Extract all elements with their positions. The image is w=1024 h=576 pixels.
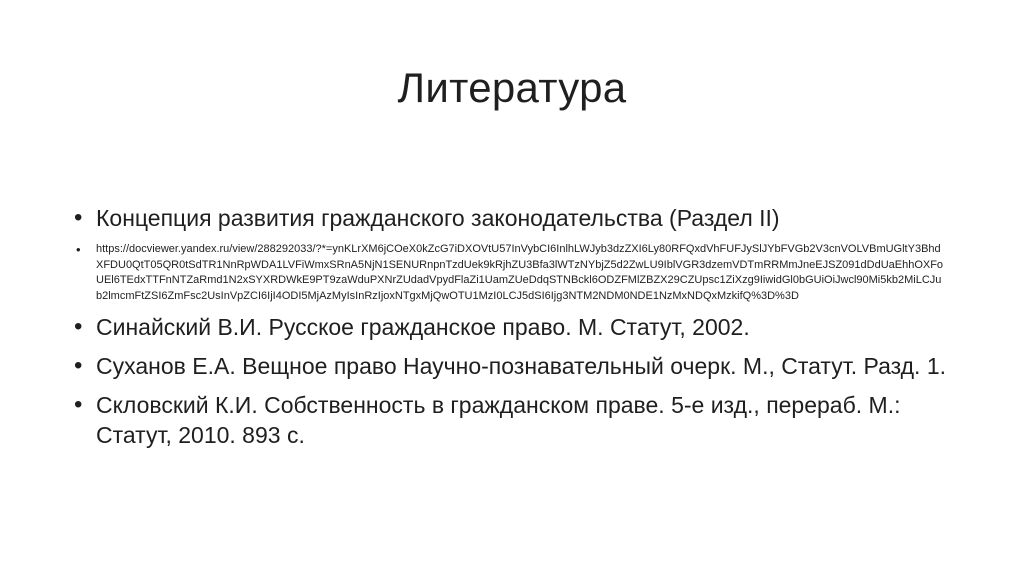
list-item-link[interactable]: https://docviewer.yandex.ru/view/288292033/?*=ynKLrXM6jCOeX0kZcG7iDXOVtU57InVybCI6InlhLWJyb3dzZXI6Ly80RFQxdVhFUFJySlJYbFVGb2V3cnVOLVBmUGltY3BhdXFDU0QtT05QR0tSdTR1NnRpWDA1LVFiWmxSRnA5NjN1SENURnpnTzdUek9kRjhZU3Bfa3lWTzNYbjZ5d2ZwLU9IblVGR3dzemVDTmRRMmJneEJSZ091dDdUaEhhOXFoUEl6TEdxTTFnNTZaRmd1N2xSYXRDWkE9PT9zaWduPXNrZUdadVpydFlaZi1UamZUeDdqSTNBckl6ODZFMlZBZX29CZUpsc1ZiXzg9IiwidGl0bGUiOiJwcl90Mi5kb2MiLCJub2lmcmFtZSI6ZmFsc2UsInVpZCI6IjI4ODI5MjAzMyIsInRzIjoxNTgxMjQwOTU1MzI0LCJ5dSI6Ijg3NTM2NDM0NDE1NzMxNDQxMzkifQ%3D%3D xyxy=(96,243,944,302)
bullet-icon: • xyxy=(74,352,83,379)
list-item-text: Синайский В.И. Русское гражданское право. М. Статут, 2002. xyxy=(96,314,750,340)
list-item xyxy=(70,390,970,450)
list-item xyxy=(70,351,970,381)
list-item xyxy=(70,312,970,342)
list-item-text: Скловский К.И. Собственность в гражданском праве. 5-е изд., перераб. М.: Статут, 2010. 893 с. xyxy=(96,392,901,448)
bullet-icon: • xyxy=(74,391,83,418)
bullet-icon: • xyxy=(74,204,83,231)
list-item xyxy=(70,242,970,304)
slide-title: Литература xyxy=(397,64,627,111)
bibliography-list xyxy=(70,203,970,450)
bullet-icon: • xyxy=(76,242,81,257)
list-item-text: Суханов Е.А. Вещное право Научно-познавательный очерк. М., Статут. Разд. 1. xyxy=(96,353,947,379)
list-item-text: Концепция развития гражданского законодательства (Раздел II) xyxy=(96,205,780,231)
list-item xyxy=(70,203,970,233)
bullet-icon: • xyxy=(74,313,83,340)
